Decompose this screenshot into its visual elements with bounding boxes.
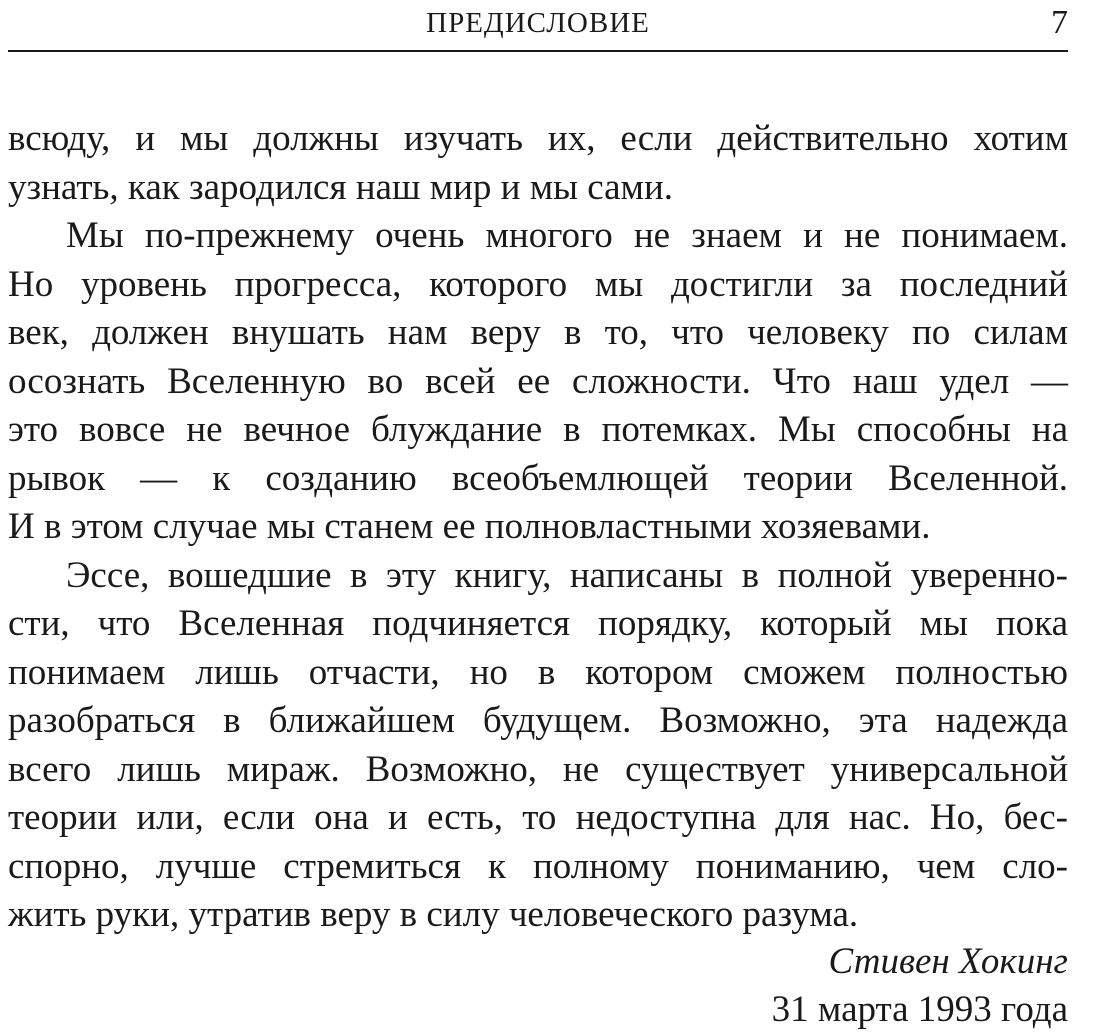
text-line: Но уровень прогресса, которого мы достигли за последний [8,263,1068,305]
text-line: теории или, если она и есть, то недоступна для нас. Но, бес- [8,797,1068,838]
text-line: спорно, лучше стремиться к полному пониманию, чем сло- [8,845,1068,887]
text-line: всего лишь мираж. Возможно, не существует универсальной [8,748,1068,790]
body-text [8,115,1068,940]
text-line: осознать Вселенную во всей ее сложности. Что наш удел — [8,360,1068,402]
signature-block [772,938,1068,1034]
running-header [8,0,1068,52]
text-line: понимаем лишь отчасти, но в котором сможем полностью [8,651,1068,693]
text-line: Эссе, вошедшие в эту книгу, написаны в полной уверенно- [66,554,1068,596]
running-title: ПРЕДИСЛОВИЕ [426,7,650,39]
paragraph-continuation [8,115,1068,212]
text-line: рывок — к созданию всеобъемлющей теории Вселенной. [8,457,1068,499]
book-page [8,0,1068,1036]
paragraph-progress [8,212,1068,552]
text-line: век, должен внушать нам веру в то, что человеку по силам [8,312,1068,353]
text-line: разобраться в ближайшем будущем. Возможно, эта надежда [8,700,1068,741]
text-line: Мы по-прежнему очень многого не знаем и не понимаем. [66,215,1068,256]
text-line: это вовсе не вечное блуждание в потемках. Мы способны на [8,409,1068,450]
text-line: И в этом случае мы станем ее полновластными хозяевами. [8,506,931,547]
text-line: узнать, как зародился наш мир и мы сами. [8,166,674,208]
signature-date: 31 марта 1993 года [771,989,1068,1030]
text-line: жить руки, утратив веру в силу человеческого разума. [8,894,859,935]
paragraph-essays [8,552,1068,940]
text-line: сти, что Вселенная подчиняется порядку, который мы пока [8,603,1068,644]
page-number: 7 [1051,4,1068,41]
text-line: всюду, и мы должны изучать их, если действительно хотим [8,118,1068,159]
author-name: Стивен Хокинг [828,941,1068,982]
